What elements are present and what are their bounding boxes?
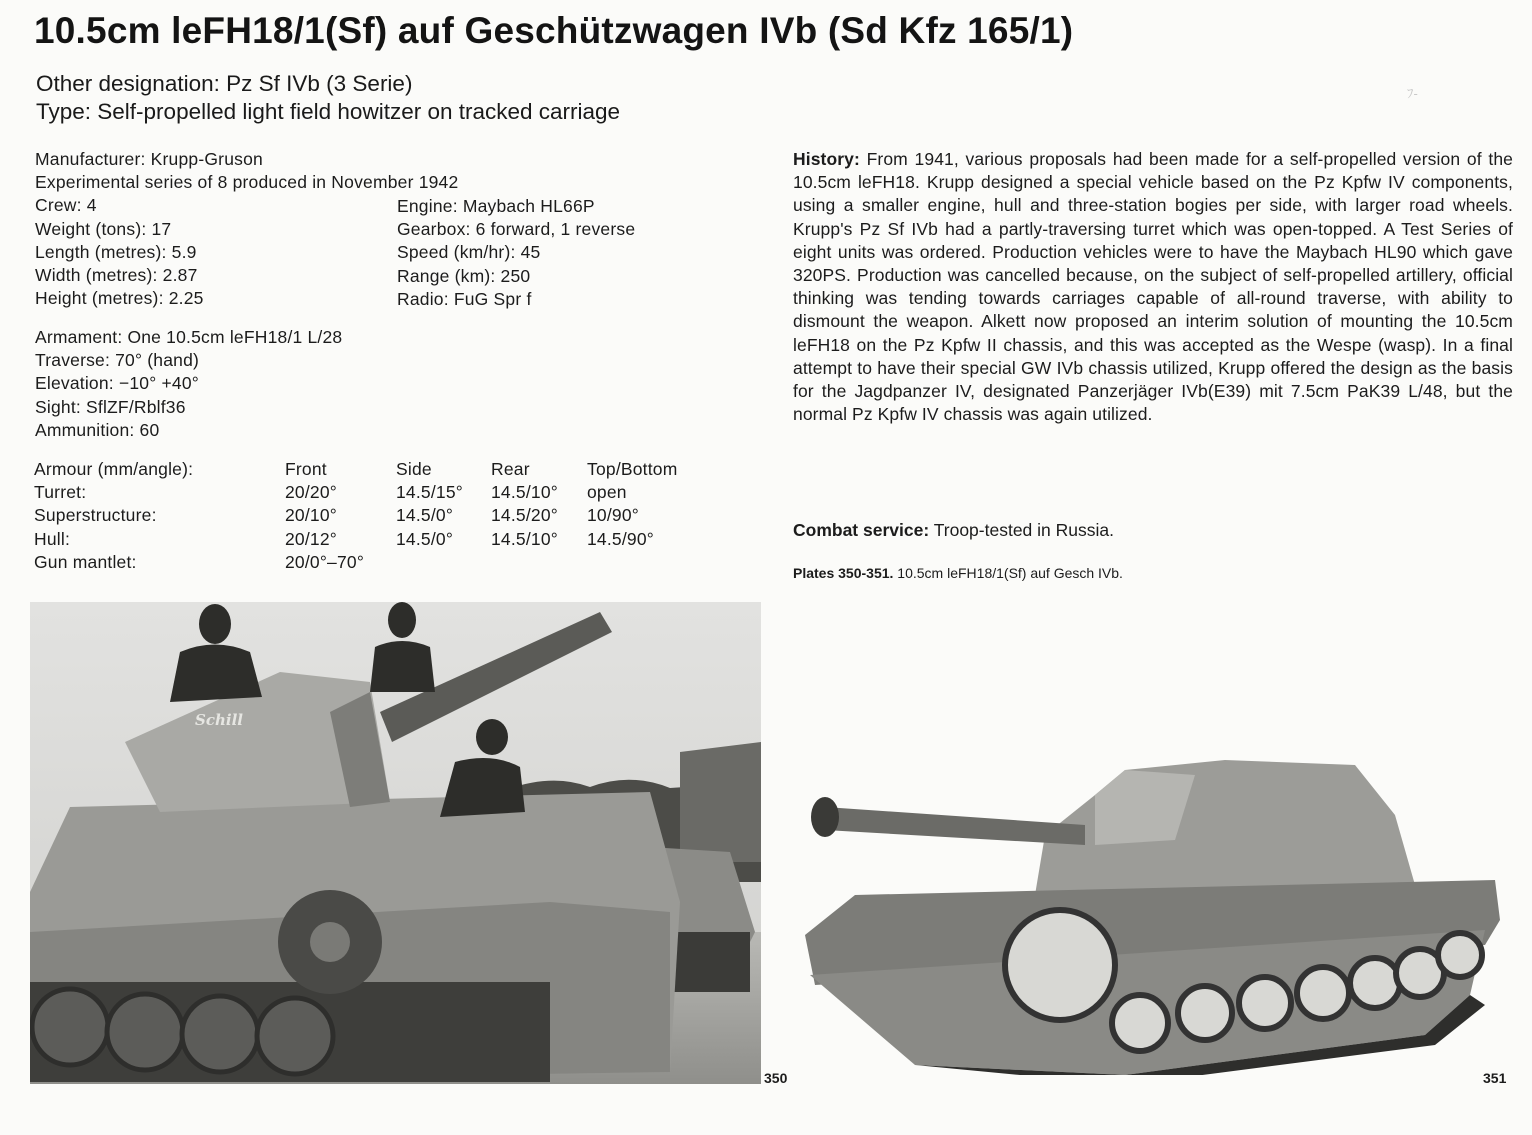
other-designation: Other designation: Pz Sf IVb (3 Serie): [36, 71, 413, 96]
spec-speed: Speed (km/hr): 45: [397, 242, 541, 263]
spec-range: Range (km): 250: [397, 265, 531, 286]
armour-cell: Hull:: [34, 528, 71, 549]
studio-gun-barrel: [825, 807, 1085, 845]
armour-cell: 10/90°: [587, 505, 639, 526]
spec-radio: Radio: FuG Spr f: [397, 288, 532, 309]
armour-cell: Gun mantlet:: [34, 551, 137, 572]
armament-specs: [35, 326, 342, 442]
armour-cell: 14.5/15°: [396, 482, 463, 503]
armour-cell: 20/20°: [285, 482, 337, 503]
armour-cell: open: [587, 482, 627, 503]
spec-gearbox: Gearbox: 6 forward, 1 reverse: [397, 219, 636, 240]
plates-caption-text: 10.5cm leFH18/1(Sf) auf Gesch IVb.: [893, 565, 1123, 581]
armour-cell: 20/10°: [285, 505, 337, 526]
combat-service: [793, 520, 1114, 541]
armour-cell: 14.5/90°: [587, 528, 654, 549]
history-text: From 1941, various proposals had been made for a self-propelled version of the 10.5cm leFH18. Krupp designed a special vehicle based on the Pz Kpfw IV components, using a smaller engine, hull and three-station bogies per side, with larger road wheels. Krupp's Pz Sf IVb had a partly-traversing turret which was open-topped. A Test Series of eight units was ordered. Production vehicles were to have the Maybach HL90 which gave 320PS. Production was cancelled because, on the subject of self-propelled artillery, official thinking was tending towards carriages capable of all-round traverse, with ability to dismount the weapon. Alkett now proposed an interim solution of mounting the 10.5cm leFH18 on the Pz Kpfw II chassis, and this was accepted as the Wespe (wasp). In a final attempt to have their special GW IVb chassis utilized, Krupp offered the design as the basis for the Jagdpanzer IV, designated Panzerjäger IVb(E39) mit 7.5cm PaK39 L/48, but the normal Pz Kpfw IV chassis was again utilized.: [793, 149, 1513, 425]
muzzle-brake: [811, 797, 839, 837]
combat-text: Troop-tested in Russia.: [929, 520, 1114, 540]
spec-elevation: Elevation: −10° +40°: [35, 373, 199, 394]
armour-row: [34, 529, 678, 552]
hull-name: Schill: [195, 711, 243, 729]
armour-cell: [587, 552, 678, 575]
plates-caption: [793, 565, 1123, 581]
spec-sight: Sight: SflZF/Rblf36: [35, 396, 186, 417]
spec-weight: Weight (tons): 17: [35, 218, 172, 239]
photo-plate-350: [30, 602, 761, 1084]
spec-engine: Engine: Maybach HL66P: [397, 196, 595, 216]
armour-row: [34, 482, 678, 505]
armour-row: [34, 552, 678, 575]
armour-header: Top/Bottom: [587, 459, 678, 479]
armour-header: Front: [285, 459, 327, 479]
spec-width: Width (metres): 2.87: [35, 265, 198, 286]
type-line: Type: Self-propelled light field howitzer on tracked carriage: [36, 99, 621, 124]
spec-armament: Armament: One 10.5cm leFH18/1 L/28: [35, 327, 343, 347]
page-title: 10.5cm leFH18/1(Sf) auf Geschützwagen IVb (Sd Kfz 165/1): [34, 10, 1074, 51]
combat-label: Combat service:: [793, 520, 930, 540]
plate-number-351: 351: [1483, 1070, 1507, 1086]
studio-vehicle: [805, 760, 1500, 1075]
armour-cell: 14.5/0°: [396, 505, 454, 526]
armour-cell: 20/12°: [285, 528, 337, 549]
armour-cell: [396, 552, 491, 575]
armour-cell: 20/0°–70°: [285, 551, 365, 572]
general-specs-left: [35, 148, 458, 310]
armour-header-row: [34, 459, 678, 482]
history-label: History:: [793, 149, 860, 169]
general-specs-right: [397, 195, 635, 311]
plates-caption-label: Plates 350-351.: [793, 565, 894, 581]
armour-cell: [491, 552, 587, 575]
armour-table: [34, 459, 678, 575]
armour-cell: 14.5/10°: [491, 482, 558, 503]
spec-length: Length (metres): 5.9: [35, 241, 197, 262]
armour-cell: 14.5/20°: [491, 505, 558, 526]
armour-header: Armour (mm/angle):: [34, 459, 194, 479]
spec-ammunition: Ammunition: 60: [35, 419, 160, 440]
armour-row: [34, 505, 678, 528]
armour-header: Rear: [491, 459, 530, 479]
spec-crew: Crew: 4: [35, 195, 97, 216]
spec-height: Height (metres): 2.25: [35, 288, 204, 309]
armour-cell: 14.5/0°: [396, 528, 454, 549]
spec-series: Experimental series of 8 produced in November 1942: [35, 172, 459, 193]
plate-number-350: 350: [764, 1070, 788, 1086]
studio-turret: [1035, 760, 1415, 895]
spec-traverse: Traverse: 70° (hand): [35, 350, 200, 371]
armour-cell: Superstructure:: [34, 505, 157, 526]
photo-plate-351: [795, 745, 1510, 1075]
spec-manufacturer: Manufacturer: Krupp-Gruson: [35, 149, 263, 169]
hut: [680, 742, 761, 862]
armour-cell: 14.5/10°: [491, 528, 558, 549]
armour-cell: Turret:: [34, 482, 87, 503]
armour-header: Side: [396, 459, 432, 479]
history-paragraph: [793, 148, 1513, 426]
pencil-mark: ﾌ-: [1407, 86, 1418, 101]
